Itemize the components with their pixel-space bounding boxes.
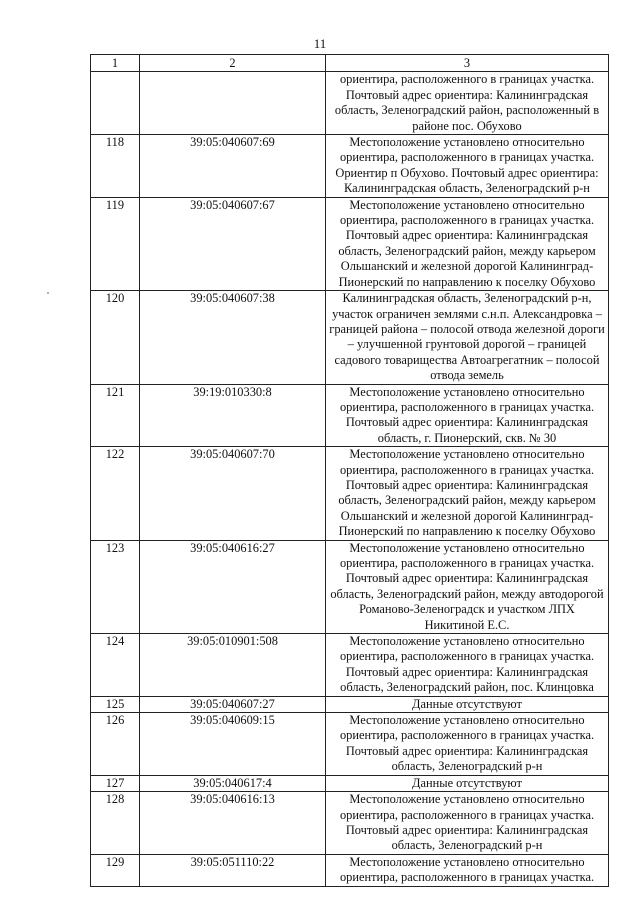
table-row — [91, 713, 609, 776]
location-description: Местоположение установлено относительно ориентира, расположенного в границах участка. Ориентир п Обухово. Почтовый адрес ориентира: Калининградская область, Зеленоградский р-н — [326, 135, 609, 198]
location-description: Местоположение установлено относительно ориентира, расположенного в границах участка. Почтовый адрес ориентира: Калининградская область, Зеленоградский р-н — [326, 792, 609, 855]
cadastral-number: 39:05:040617:4 — [140, 775, 326, 791]
cadastral-number: 39:05:040607:38 — [140, 291, 326, 384]
location-description: Местоположение установлено относительно ориентира, расположенного в границах участка. Почтовый адрес ориентира: Калининградская область, Зеленоградский район, между карьером Ольшанский и железной дорогой Калининград-Пионерский по направлению к поселку Обухово — [326, 197, 609, 290]
page-number: 11 — [313, 36, 327, 51]
table-row — [91, 854, 609, 886]
row-number: 128 — [91, 792, 140, 855]
table-row — [91, 540, 609, 633]
column-header-3: 3 — [326, 55, 609, 72]
location-description: Данные отсутствуют — [326, 696, 609, 712]
location-description: Местоположение установлено относительно ориентира, расположенного в границах участка. Почтовый адрес ориентира: Калининградская область, Зеленоградский район, пос. Клинцовка — [326, 634, 609, 697]
cadastral-number: 39:05:040609:15 — [140, 713, 326, 776]
row-number: 123 — [91, 540, 140, 633]
cadastral-number: 39:05:040607:69 — [140, 135, 326, 198]
row-number: 125 — [91, 696, 140, 712]
column-header-2: 2 — [140, 55, 326, 72]
row-number: 127 — [91, 775, 140, 791]
table-row — [91, 135, 609, 198]
row-number: 119 — [91, 197, 140, 290]
row-number: 121 — [91, 384, 140, 447]
location-description: ориентира, расположенного в границах участка. Почтовый адрес ориентира: Калининградская область, Зеленоградский район, расположенный в районе пос. Обухово — [326, 72, 609, 135]
row-number: 124 — [91, 634, 140, 697]
column-number-row — [91, 55, 609, 72]
column-header-1: 1 — [91, 55, 140, 72]
table-row — [91, 72, 609, 135]
location-description: Местоположение установлено относительно ориентира, расположенного в границах участка. Почтовый адрес ориентира: Калининградская область, Зеленоградский р-н — [326, 713, 609, 776]
table-row — [91, 384, 609, 447]
row-number: 120 — [91, 291, 140, 384]
table-row — [91, 447, 609, 540]
row-number: 129 — [91, 854, 140, 886]
cadastral-number: 39:05:040616:27 — [140, 540, 326, 633]
cadastral-number: 39:05:040607:67 — [140, 197, 326, 290]
table-row — [91, 291, 609, 384]
location-description: Местоположение установлено относительно ориентира, расположенного в границах участка. — [326, 854, 609, 886]
row-number: 122 — [91, 447, 140, 540]
cadastral-number: 39:05:051110:22 — [140, 854, 326, 886]
land-plots-table — [90, 54, 609, 887]
row-number: 118 — [91, 135, 140, 198]
cadastral-number: 39:05:040607:27 — [140, 696, 326, 712]
location-description: Местоположение установлено относительно ориентира, расположенного в границах участка. Почтовый адрес ориентира: Калининградская область, г. Пионерский, скв. № 30 — [326, 384, 609, 447]
cadastral-number: 39:19:010330:8 — [140, 384, 326, 447]
cadastral-number: 39:05:010901:508 — [140, 634, 326, 697]
location-description: Местоположение установлено относительно ориентира, расположенного в границах участка. Почтовый адрес ориентира: Калининградская область, Зеленоградский район, между карьером Ольшанский и железной дорогой Калининград-Пионерский по направлению к поселку Обухово — [326, 447, 609, 540]
table-row — [91, 634, 609, 697]
table-row — [91, 775, 609, 791]
location-description: Калининградская область, Зеленоградский р-н, участок ограничен землями с.н.п. Александровка – границей района – полосой отвода железной дороги – улучшенной грунтовой дорогой – границей садового товарищества Автоагрегатник – полосой отвода земель — [326, 291, 609, 384]
table-row — [91, 197, 609, 290]
cadastral-number — [140, 72, 326, 135]
cadastral-number: 39:05:040607:70 — [140, 447, 326, 540]
row-number: 126 — [91, 713, 140, 776]
location-description: Местоположение установлено относительно ориентира, расположенного в границах участка. Почтовый адрес ориентира: Калининградская область, Зеленоградский район, между автодорогой Романово-Зеленоградск и участком ЛПХ Никитиной Е.С. — [326, 540, 609, 633]
scan-speck — [47, 292, 49, 294]
row-number — [91, 72, 140, 135]
table-row — [91, 792, 609, 855]
cadastral-number: 39:05:040616:13 — [140, 792, 326, 855]
location-description: Данные отсутствуют — [326, 775, 609, 791]
table-row — [91, 696, 609, 712]
